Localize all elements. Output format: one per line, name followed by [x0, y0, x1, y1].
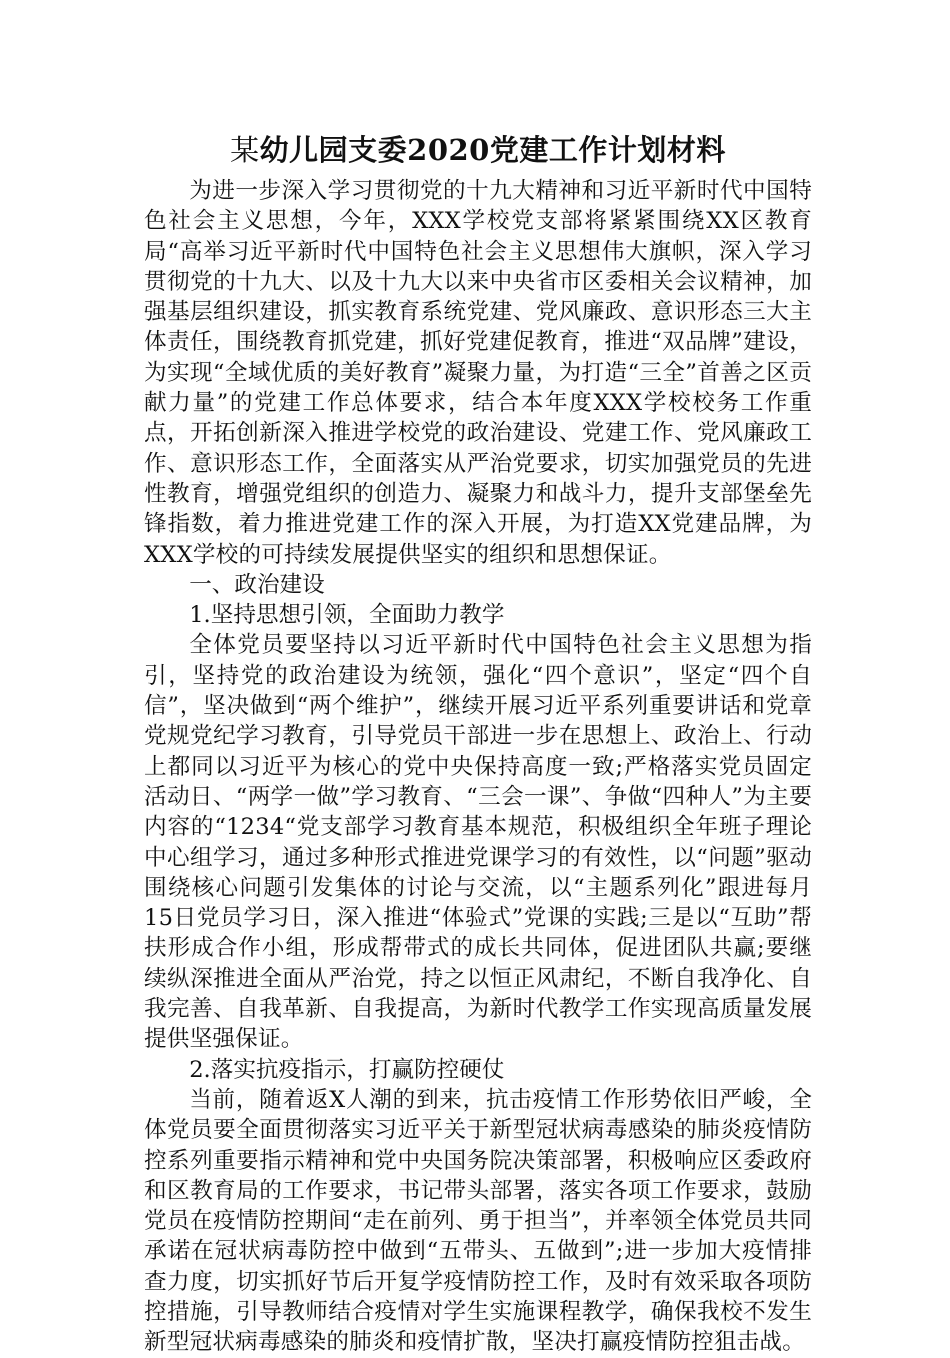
title-prefix: 某 [230, 133, 260, 167]
title-main: 幼儿园支委2020党建工作计划材料 [259, 133, 726, 167]
document-page [144, 128, 812, 1358]
subsection-heading-2: 2.落实抗疫指示，打赢防控硬仗 [189, 1056, 505, 1083]
document-title [144, 128, 812, 172]
subsection-heading-1: 1.坚持思想引领，全面助力教学 [189, 602, 505, 629]
subsection-body-2: 当前，随着返X人潮的到来，抗击疫情工作形势依旧严峻，全体党员要全面贯彻落实习近平关于新型冠状病毒感染的肺炎疫情防控系列重要指示精神和党中央国务院决策部署，积极响应区委政府和区教育局的工作要求，书记带头部署，落实各项工作要求，鼓励党员在疫情防控期间“走在前列、勇于担当”，并率领全体党员共同承诺在冠状病毒防控中做到“五带头、五做到”;进一步加大疫情排查力度，切实抓好节后开复学疫情防控工作，及时有效采取各项防控措施，引导教师结合疫情对学生实施课程教学，确保我校不发生新型冠状病毒感染的肺炎和疫情扩散，坚决打赢疫情防控狙击战。 [144, 1086, 812, 1356]
section-heading-political: 一、政治建设 [189, 571, 325, 598]
intro-paragraph: 为进一步深入学习贯彻党的十九大精神和习近平新时代中国特色社会主义思想，今年，XXX学校党支部将紧紧围绕XX区教育局“高举习近平新时代中国特色社会主义思想伟大旗帜，深入学习贯彻党的十九大、以及十九大以来中央省市区委相关会议精神，加强基层组织建设，抓实教育系统党建、党风廉政、意识形态三大主体责任，围绕教育抓党建，抓好党建促教育，推进“双品牌”建设，为实现“全域优质的美好教育”凝聚力量，为打造“三全”首善之区贡献力量”的党建工作总体要求，结合本年度XXX学校校务工作重点，开拓创新深入推进学校党的政治建设、党建工作、党风廉政工作、意识形态工作，全面落实从严治党要求，切实加强党员的先进性教育，增强党组织的创造力、凝聚力和战斗力，提升支部堡垒先锋指数，着力推进党建工作的深入开展，为打造XX党建品牌，为XXX学校的可持续发展提供坚实的组织和思想保证。 [144, 178, 812, 568]
subsection-body-1: 全体党员要坚持以习近平新时代中国特色社会主义思想为指引，坚持党的政治建设为统领，强化“四个意识”，坚定“四个自信”，坚决做到“两个维护”，继续开展习近平系列重要讲话和党章党规党纪学习教育，引导党员干部进一步在思想上、政治上、行动上都同以习近平为核心的党中央保持高度一致;严格落实党员固定活动日、“两学一做”学习教育、“三会一课”、争做“四种人”为主要内容的“1234“党支部学习教育基本规范，积极组织全年班子理论中心组学习，通过多种形式推进党课学习的有效性，以“问题”驱动围绕核心问题引发集体的讨论与交流，以“主题系列化”跟进每月15日党员学习日，深入推进“体验式”党课的实践;三是以“互助”帮扶形成合作小组，形成帮带式的成长共同体，促进团队共赢;要继续纵深推进全面从严治党，持之以恒正风肃纪，不断自我净化、自我完善、自我革新、自我提高，为新时代教学工作实现高质量发展提供坚强保证。 [144, 632, 812, 1053]
